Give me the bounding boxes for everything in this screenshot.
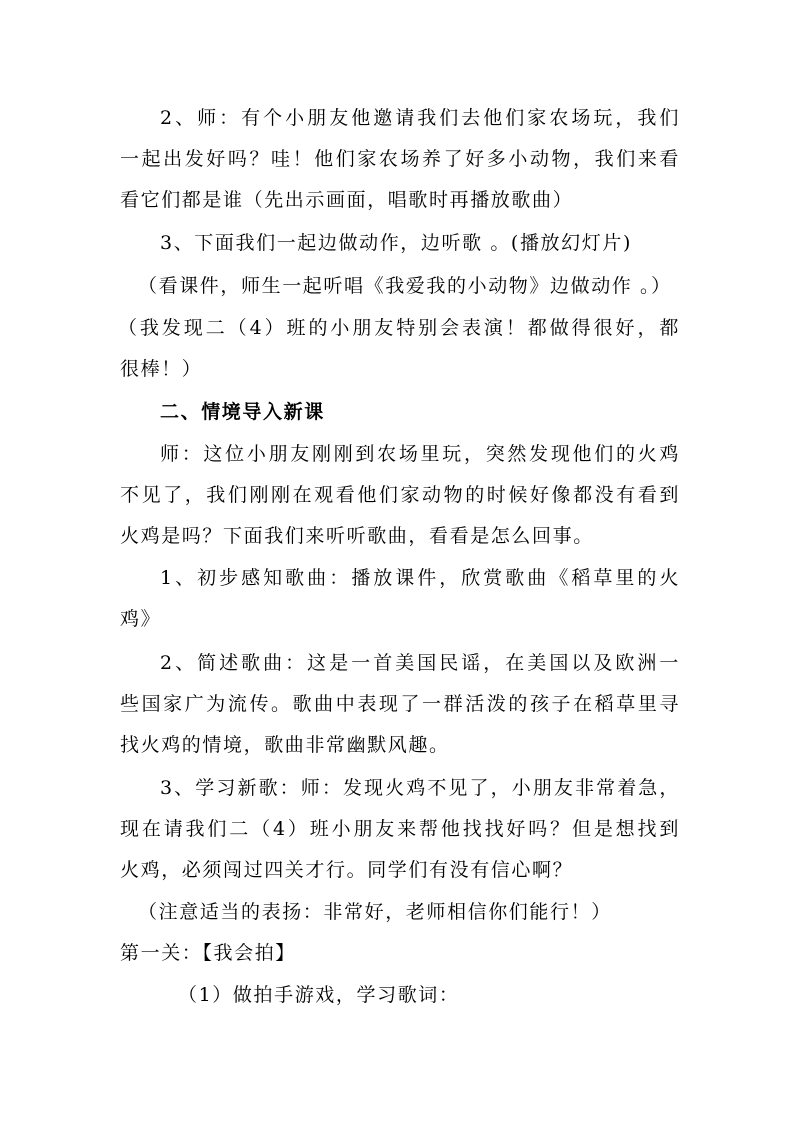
paragraph-line: 一起出发好吗？哇！他们家农场养了好多小动物，我们来看	[120, 148, 680, 170]
paragraph-line: （注意适当的表扬：非常好，老师相信你们能行！）	[138, 901, 612, 923]
paragraph-line: 很棒！）	[120, 358, 203, 380]
section-heading: 二、情境导入新课	[160, 401, 325, 423]
paragraph-line: 现在请我们二（4）班小朋友来帮他找找好吗？但是想找到	[120, 818, 680, 840]
paragraph-line: 2、师：有个小朋友他邀请我们去他们家农场玩，我们	[160, 107, 680, 129]
paragraph-line: 鸡》	[120, 608, 162, 630]
paragraph-line: 火鸡，必须闯过四关才行。同学们有没有信心啊？	[120, 859, 574, 881]
paragraph-line: 不见了，我们刚刚在观看他们家动物的时候好像都没有看到	[120, 484, 680, 506]
paragraph-line: 第一关：【我会拍】	[120, 942, 296, 964]
paragraph-line: 找火鸡的情境，歌曲非常幽默风趣。	[120, 734, 450, 756]
paragraph-line: 些国家广为流传。歌曲中表现了一群活泼的孩子在稻草里寻	[120, 693, 680, 715]
paragraph-line: 师：这位小朋友刚刚到农场里玩，突然发现他们的火鸡	[160, 443, 680, 465]
paragraph-line: （我发现二（4）班的小朋友特别会表演！都做得很好，都	[118, 317, 680, 339]
paragraph-line: 1、初步感知歌曲：播放课件，欣赏歌曲《稻草里的火	[160, 567, 680, 589]
paragraph-line: 看它们都是谁（先出示画面，唱歌时再播放歌曲）	[120, 189, 574, 211]
paragraph-line: （1）做拍手游戏，学习歌词：	[178, 984, 460, 1006]
paragraph-line: 火鸡是吗？下面我们来听听歌曲，看看是怎么回事。	[120, 525, 594, 547]
paragraph-line: 2、简述歌曲：这是一首美国民谣，在美国以及欧洲一	[160, 652, 680, 674]
paragraph-line: 3、学习新歌：师：发现火鸡不见了，小朋友非常着急，	[160, 777, 680, 799]
paragraph-line: 3、下面我们一起边做动作，边听歌 。(播放幻灯片)	[160, 232, 632, 254]
paragraph-line: （看课件，师生一起听唱《我爱我的小动物》边做动作 。）	[138, 275, 672, 297]
